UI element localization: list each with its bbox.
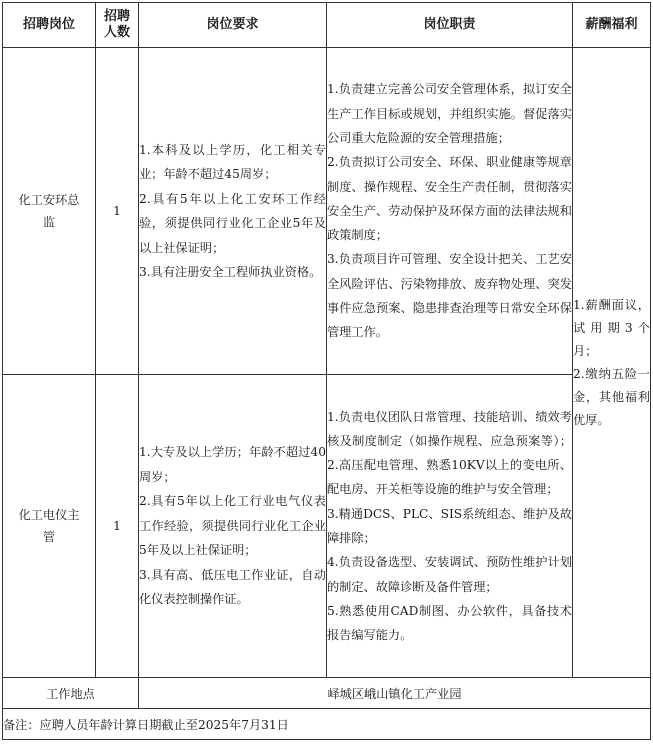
duty-item: 5.熟悉使用CAD制图、办公软件，具备技术报告编写能力。 — [327, 603, 572, 643]
recruitment-table — [2, 2, 651, 740]
requirement-item: 1.大专及以上学历；年龄不超过40周岁； — [139, 445, 326, 484]
benefits-cell — [573, 48, 651, 678]
benefit-item: 2.缴纳五险一金，其他福利优厚。 — [573, 366, 650, 427]
location-value: 峄城区峨山镇化工产业园 — [139, 678, 651, 709]
job-duties — [327, 48, 573, 375]
job-requirements — [139, 48, 327, 375]
header-count — [96, 3, 139, 48]
header-position: 招聘岗位 — [3, 3, 96, 48]
note-row — [3, 709, 651, 740]
job-position: 化工安环总 监 — [18, 193, 80, 229]
location-row — [3, 678, 651, 709]
benefit-item: 1.薪酬面议，试用期3个月； — [573, 297, 650, 358]
duty-item: 3.精通DCS、PLC、SIS系统组态、维护及故障排除； — [327, 506, 572, 545]
job-position: 化工电仪主 管 — [18, 508, 80, 544]
requirement-item: 3.具有注册安全工程师执业资格。 — [139, 265, 322, 279]
duty-item: 1.负责建立完善公司安全管理体系，拟订安全生产工作目标或规划，并组织实施。督促落实公司重大危险源的安全管理措施； — [327, 82, 572, 145]
job-count: 1 — [96, 375, 139, 678]
requirement-item: 2.具有5年以上化工行业电气仪表工作经验，须提供同行业化工企业5年及以上社保证明； — [139, 494, 326, 558]
job-duties — [327, 375, 573, 678]
requirement-item: 1.本科及以上学历，化工相关专业；年龄不超过45周岁； — [139, 142, 326, 181]
header-row — [3, 3, 651, 48]
job-position-cell — [3, 375, 96, 678]
duty-item: 4.负责设备选型、安装调试、预防性维护计划的制定、故障诊断及备件管理； — [327, 555, 572, 594]
duty-item: 1.负责电仪团队日常管理、技能培训、绩效考核及制度制定（如操作规程、应急预案等）；2.高压配电管理、熟悉10KV以上的变电所、配电房、开关柜等设施的维护与安全管理； — [327, 409, 572, 497]
job-requirements — [139, 375, 327, 678]
job-count: 1 — [96, 48, 139, 375]
job-position-cell — [3, 48, 96, 375]
duty-item: 3.负责项目许可管理、安全设计把关、工艺安全风险评估、污染物排放、废弃物处理、突发事件应急预案、隐患排查治理等日常安全环保管理工作。 — [327, 252, 572, 340]
requirement-item: 2.具有5年以上化工安环工作经验，须提供同行业化工企业5年及以上社保证明； — [139, 191, 326, 255]
header-duties: 岗位职责 — [327, 3, 573, 48]
header-benefits: 薪酬福利 — [573, 3, 651, 48]
header-count-label: 招聘 人数 — [103, 9, 130, 40]
requirement-item: 3.具有高、低压电工作业证，自动化仪表控制操作证。 — [139, 567, 326, 607]
header-requirements: 岗位要求 — [139, 3, 327, 48]
job-row-electrical-supervisor — [3, 375, 651, 678]
duty-item: 2.负责拟订公司安全、环保、职业健康等规章制度、操作规程、安全生产责任制，贯彻落实安全生产、劳动保护及环保方面的法律法规和政策制度； — [327, 155, 572, 243]
note-text: 备注：应聘人员年龄计算日期截止至2025年7月31日 — [3, 709, 651, 740]
job-row-safety-director — [3, 48, 651, 375]
location-label: 工作地点 — [3, 678, 139, 709]
